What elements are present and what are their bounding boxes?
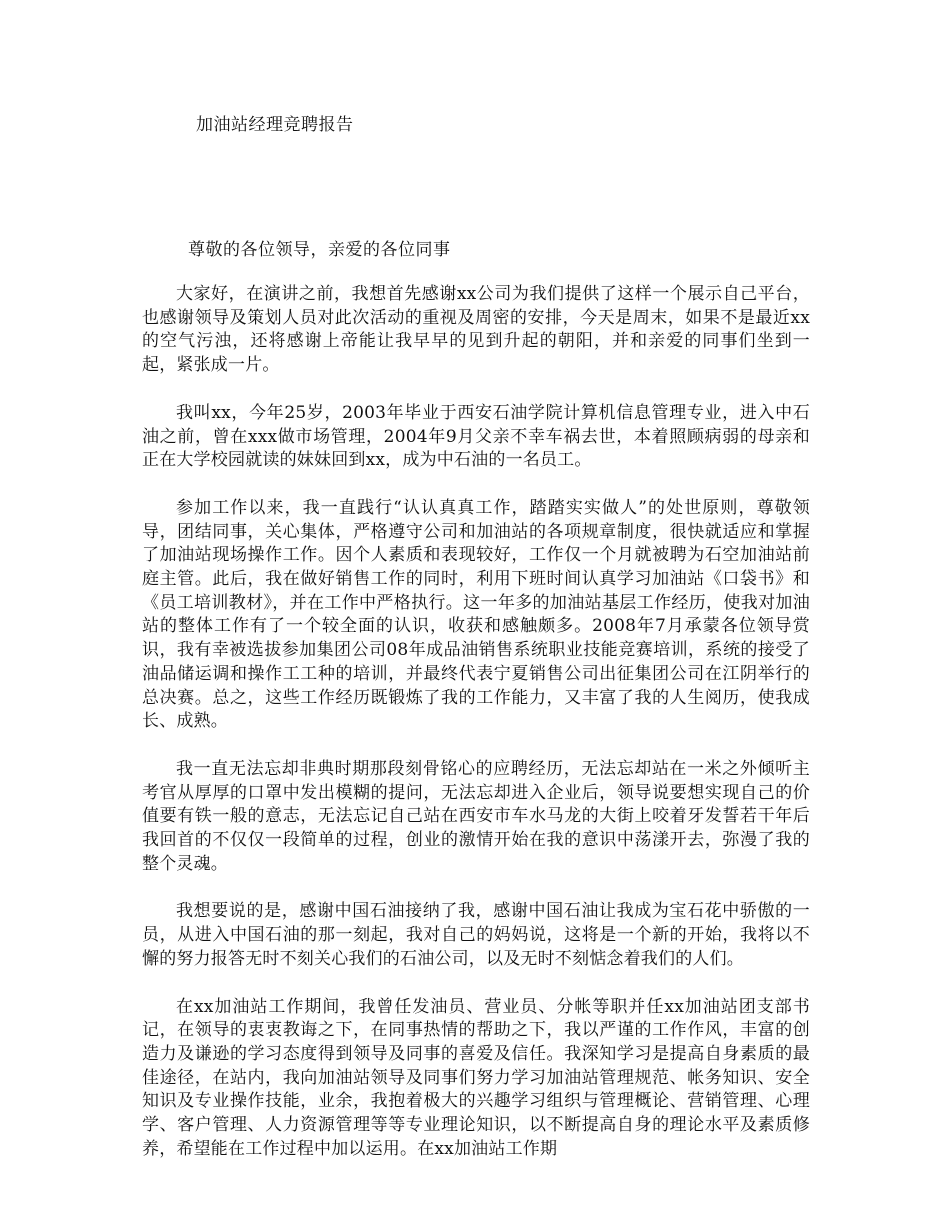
document-title: 加油站经理竞聘报告 [196, 115, 354, 135]
paragraph-opening: 大家好，在演讲之前，我想首先感谢xx公司为我们提供了这样一个展示自己平台，也感谢领导及策划人员对此次活动的重视及周密的安排，今天是周末，如果不是最近xx的空气污浊，还将感谢上帝能让我早早的见到升起的朝阳，并和亲爱的同事们坐到一起，紧张成一片。 [142, 284, 810, 376]
paragraph-station-work: 在xx加油站工作期间，我曾任发油员、营业员、分帐等职并任xx加油站团支部书记，在领导的衷衷教诲之下，在同事热情的帮助之下，我以严谨的工作作风，丰富的创造力及谦逊的学习态度得到领导及同事的喜爱及信任。我深知学习是提高自身素质的最佳途径，在站内，我向加油站领导及同事们努力学习加油站管理规范、帐务知识、安全知识及专业操作技能，业余，我抱着极大的兴趣学习组织与管理概论、营销管理、心理学、客户管理、人力资源管理等等专业理论知识，以不断提高自身的理论水平及素质修养，希望能在工作过程中加以运用。在xx加油站工作期 [142, 996, 810, 1159]
document-body [142, 283, 810, 1186]
paragraph-memories: 我一直无法忘却非典时期那段刻骨铭心的应聘经历，无法忘却站在一米之外倾听主考官从厚厚的口罩中发出模糊的提问，无法忘却进入企业后，领导说要想实现自己的价值要有铁一般的意志，无法忘记自己站在西安市车水马龙的大街上咬着牙发誓若干年后我回首的不仅仅一段简单的过程，创业的激情开始在我的意识中荡漾开去，弥漫了我的整个灵魂。 [142, 758, 810, 874]
paragraph-work-experience: 参加工作以来，我一直践行“认认真真工作，踏踏实实做人”的处世原则，尊敬领导，团结同事，关心集体，严格遵守公司和加油站的各项规章制度，很快就适应和掌握了加油站现场操作工作。因个人素质和表现较好，工作仅一个月就被聘为石空加油站前庭主管。此后，我在做好销售工作的同时，利用下班时间认真学习加油站《口袋书》和《员工培训教材》，并在工作中严格执行。这一年多的加油站基层工作经历，使我对加油站的整体工作有了一个较全面的认识，收获和感触颇多。2008年7月承蒙各位领导赏识，我有幸被选拔参加集团公司08年成品油销售系统职业技能竞赛培训，系统的接受了油品储运调和操作工工种的培训，并最终代表宁夏销售公司出征集团公司在江阴举行的总决赛。总之，这些工作经历既锻炼了我的工作能力，又丰富了我的人生阅历，使我成长、成熟。 [142, 497, 810, 732]
greeting-line: 尊敬的各位领导，亲爱的各位同事 [188, 240, 451, 260]
paragraph-introduction: 我叫xx，今年25岁，2003年毕业于西安石油学院计算机信息管理专业，进入中石油之前，曾在xxx做市场管理，2004年9月父亲不幸车祸去世，本着照顾病弱的母亲和正在大学校园就读的妹妹回到xx，成为中石油的一名员工。 [142, 402, 810, 471]
paragraph-gratitude: 我想要说的是，感谢中国石油接纳了我，感谢中国石油让我成为宝石花中骄傲的一员，从进入中国石油的那一刻起，我对自己的妈妈说，这将是一个新的开始，我将以不懈的努力报答无时不刻关心我们的石油公司，以及无时不刻惦念着我们的人们。 [142, 901, 810, 969]
